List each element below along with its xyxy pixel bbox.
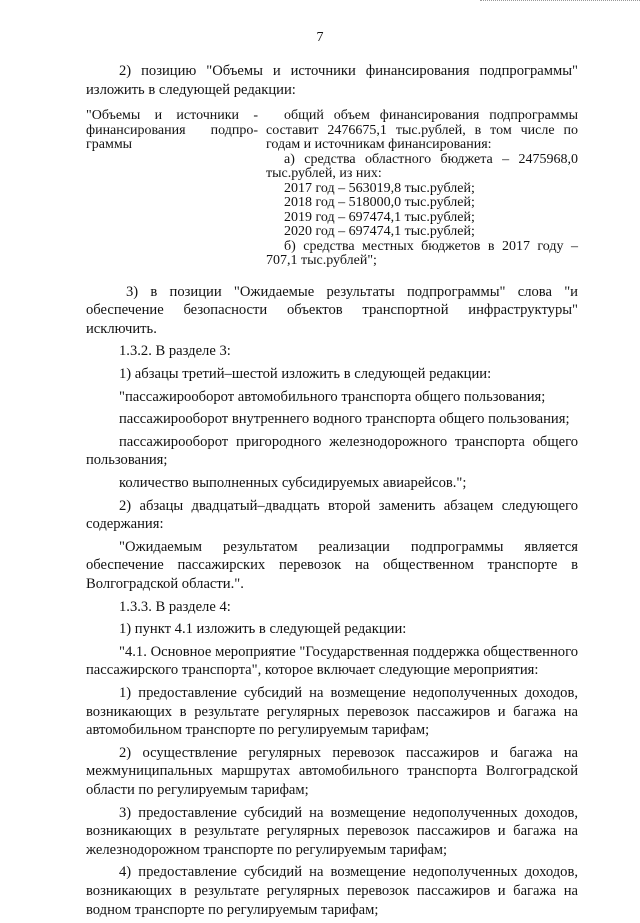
section-heading: 1.3.3. В разделе 4:: [119, 598, 231, 615]
paragraph: пассажирооборот внутреннего водного транспорта общего пользования;: [119, 411, 570, 428]
financing-table: [86, 109, 578, 269]
financing-table-label: "Объемы и источники - финансирования подпро- граммы: [86, 108, 258, 153]
paragraph: "Ожидаемым результатом реализации подпрограммы является обеспечение пассажирских перевозок на общественном транспорте в Волгоградской области.".: [86, 538, 578, 592]
financing-table-content: [266, 109, 578, 269]
page-number: 7: [316, 30, 324, 45]
list-item: 2) осуществление регулярных перевозок пассажиров и багажа на межмуниципальных маршрутах автомобильного транспорта Волгоградской области по регулируемым тарифам;: [86, 744, 578, 798]
intro-paragraph: 2) позицию "Объемы и источники финансирования подпрограммы" изложить в следующей редакции:: [86, 63, 578, 98]
financing-year-2019: 2019 год – 697474,1 тыс.рублей;: [284, 209, 475, 225]
financing-local-budget: б) средства местных бюджетов в 2017 году – 707,1 тыс.рублей";: [266, 238, 578, 269]
section-heading: 1.3.2. В разделе 3:: [119, 343, 231, 360]
paragraph: "пассажирооборот автомобильного транспорта общего пользования;: [119, 388, 546, 405]
paragraph: 1) абзацы третий–шестой изложить в следующей редакции:: [119, 366, 492, 383]
list-item: 3) предоставление субсидий на возмещение недополученных доходов, возникающих в результате регулярных перевозок пассажиров и багажа на железнодорожном транспорте по регулируемым тарифам;: [86, 804, 578, 858]
financing-year-2018: 2018 год – 518000,0 тыс.рублей;: [284, 195, 475, 211]
financing-year-2017: 2017 год – 563019,8 тыс.рублей;: [284, 180, 475, 196]
document-body: [86, 62, 578, 923]
scan-edge-mark: [480, 0, 640, 3]
paragraph: количество выполненных субсидируемых авиарейсов.";: [119, 475, 467, 492]
financing-total: общий объем финансирования подпрограммы составит 2476675,1 тыс.рублей, в том числе по годам и источникам финансирования:: [266, 108, 578, 153]
paragraph: 2) абзацы двадцатый–двадцать второй заменить абзацем следующего содержания:: [86, 497, 578, 533]
paragraph: "4.1. Основное мероприятие "Государственная поддержка общественного пассажирского транспорта", которое включает следующие мероприятия:: [86, 643, 578, 679]
financing-regional-budget: а) средства областного бюджета – 2475968,0 тыс.рублей, из них:: [266, 151, 578, 182]
financing-year-2020: 2020 год – 697474,1 тыс.рублей;: [284, 224, 475, 240]
list-item: 4) предоставление субсидий на возмещение недополученных доходов, возникающих в результате регулярных перевозок пассажиров и багажа на водном транспорте по регулируемым тарифам;: [86, 864, 578, 918]
paragraph: пассажирооборот пригородного железнодорожного транспорта общего пользования;: [86, 433, 578, 469]
paragraph: 1) пункт 4.1 изложить в следующей редакции:: [119, 621, 407, 638]
paragraph: 3) в позиции "Ожидаемые результаты подпрограммы" слова "и обеспечение безопасности объектов транспортной инфраструктуры" исключить.: [86, 283, 578, 337]
list-item: 1) предоставление субсидий на возмещение недополученных доходов, возникающих в результате регулярных перевозок пассажиров и багажа на автомобильном транспорте по регулируемым тарифам;: [86, 684, 578, 739]
